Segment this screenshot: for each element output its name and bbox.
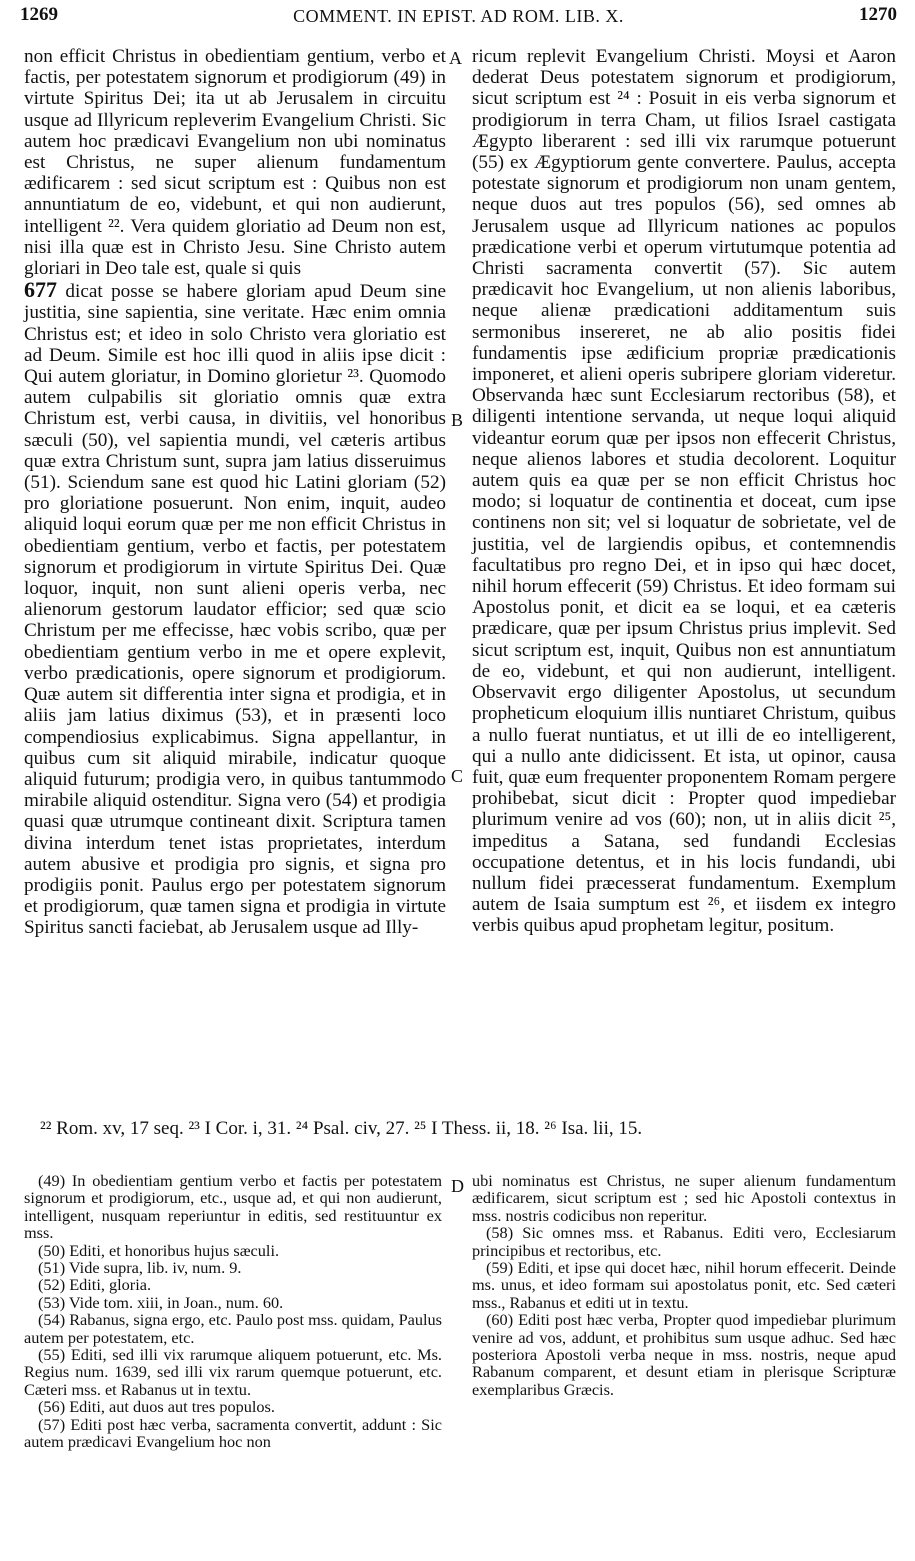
note-57-continued: ubi nominatus est Christus, ne super alienum fundamentum ædificarem, sicut scriptum est ; sed hic Apostoli contextus in mss. nostris codicibus non reperitur. [472, 1171, 896, 1225]
note-57: (57) Editi post hæc verba, sacramenta convertit, addunt : Sic autem prædicavi Evangelium hoc non [24, 1414, 442, 1452]
margin-letter-c: C [451, 766, 464, 786]
left-paragraph-1: non efficit Christus in obedientiam gentium, verbo et factis, per potestatem signorum et prodigiorum (49) in virtute Spiritus Dei; ita ut ab Jerusalem in circuitu usque ad Illyricum repleverim Evangelium Christi. Sic autem hoc prædicavi Evangelium non ubi nominatus est Christus, ne super alienum fundamentum ædificarem : sed sicut scriptum est : Quibus non est annuntiatum de eo, videbunt, et qui non audierunt, intelligent ²². Vera quidem gloriatio ad Deum non est, nisi illa quæ est in Christo Jesu. Sine Christo autem gloriari in Deo tale est, quale si quis [24, 46, 446, 280]
note-49: (49) In obedientiam gentium verbo et factis per potestatem signorum et prodigiorum, etc., usque ad, et qui non audierunt, intelligent, nusquam reperiuntur in editis, sed restituuntur ex mss. [24, 1171, 442, 1243]
left-paragraph-2 [24, 279, 446, 938]
scripture-references: ²² Rom. xv, 17 seq. ²³ I Cor. i, 31. ²⁴ Psal. civ, 27. ²⁵ I Thess. ii, 18. ²⁶ Isa. lii, 15. [40, 1118, 643, 1139]
column-number: 677 [24, 277, 57, 303]
note-60: (60) Editi post hæc verba, Propter quod impediebar plurimum venire ad vos, addunt, et prohibitus sum usque adhuc. Sed hæc posteriora Apostoli verba neque in mss. nostris, neque apud Rabanum comparent, et desunt etiam in plerisque Scripturæ exemplaribus Græcis. [472, 1310, 896, 1399]
left-page-number: 1269 [20, 4, 58, 25]
note-52: (52) Editi, gloria. [38, 1275, 152, 1295]
note-54: (54) Rabanus, signa ergo, etc. Paulo post mss. quidam, Paulus autem per potestatem, etc. [24, 1310, 442, 1347]
left-paragraph-2-text: dicat posse se habere gloriam apud Deum sine justitia, sine sapientia, sine veritate. Hæc enim omnia Christus est; et ideo in solo Christo vera gloriatio est ad Deum. Simile est hoc illi quod in aliis ipse dicit : Qui autem gloriatur, in Domino glorietur ²³. Quomodo autem culpabilis sit gloriatio omnis quæ extra Christum est, verbi causa, in divitiis, vel honoribus sæculi (50), vel sapientia mundi, vel cæteris artibus quæ extra Christum sunt, supra jam latius disseruimus (51). Sciendum sane est quod hic Latini gloriam (52) pro gloriatione posuerunt. Non enim, inquit, audeo aliquid loqui eorum quæ per me non efficit Christus in obedientiam gentium, verbo et factis, per potestatem signorum et prodigiorum in virtute Spiritus Dei. Quæ loquor, inquit, non sunt alieni operis verba, nec alienorum gestorum laudator efficior; sed quæ scio Christum per me effecisse, hæc vobis scribo, quæ per obedientiam gentium verbo in me et opere explevit, verbo prædicationis, opere signorum et prodigiorum. Quæ autem sit differentia inter signa et prodigia, et in aliis jam latius diximus (53), et in præsenti loco compendiosius explicabimus. Signa appellantur, in quibus cum sit aliquid mirabile, indicatur quoque aliquid futurum; prodigia vero, in quibus tantummodo mirabile aliquid ostenditur. Signa vero (54) et prodigia quasi quæ utrumque contineant dixit. Scriptura tamen divina interdum tenet istas proprietates, interdum autem abusive et prodigia pro signis, et signa pro prodigiis ponit. Paulus ergo per potestatem signorum et prodigiorum, quæ tamen signa et prodigia in virtute Spiritus sancti faciebat, ab Jerusalem usque ad Illy- [24, 281, 447, 939]
note-59: (59) Editi, et ipse qui docet hæc, nihil horum effecerit. Deinde ms. unus, et ideo formam sui apostolatus ponit, etc. Sed cæteri mss., Rabanus et editi ut in textu. [472, 1258, 896, 1312]
right-page-number: 1270 [859, 4, 897, 25]
right-paragraph: ricum replevit Evangelium Christi. Moysi et Aaron dederat Deus potestatem signorum et prodigiorum, sicut scriptum est ²⁴ : Posuit in eis verba signorum et prodigiorum in terra Cham, ut filios Israel castigata Ægypto liberarent : sed illi vix rarumque potuerunt (55) ex Ægyptiorum gente convertere. Paulus, accepta potestate signorum et prodigiorum non unam gentem, neque duos aut tres populos (56), sed omnes ab Jerusalem usque ad Illyricum nationes ac populos prædicatione verbi et operum virtutumque potentia ad Christi sacramenta convertit (57). Sic autem prædicavit hoc Evangelium, ut non alienis laboribus, neque alienæ prædicationi additamentum suis sermonibus insereret, ne ab alio positis fidei fundamentis ipse ædificium propriæ prædicationis imponeret, et alieni operis subripere gloriam videretur. Observanda hæc sunt Ecclesiarum rectoribus (58), et diligenti intentione servanda, ut neque loqui aliquid videantur eorum quæ per ipsos non effecerit Christus, neque alienos labores et studia decolorent. Loquitur autem quis ea quæ per se non efficit Christus hoc modo; si loquatur de continentia et doceat, cum ipse continens non sit; vel si loquatur de sobrietate, vel de justitia, vel de largiendis opibus, et contemnendis facultatibus pro regno Dei, et in ipso qui hæc docet, nihil horum effecerit (59) Christus. Et ideo formam sui Apostolus ponit, et dicit ea se loqui, et ea cæteris prædicare, quæ per ipsum Christus prius implevit. Sed sicut scriptum est, inquit, Quibus non est annuntiatum de eo, videbunt, et qui non audierunt, intelligent. Observavit ergo diligenter Apostolus, ut secundum propheticum eloquium illis nuntiaret Christum, quibus a nullo fuerat nuntiatus, et ut illi de eo intelligerent, qui a nullo ante didicissent. Et ista, ut opinor, causa fuit, quæ eum frequenter proponentem Romam pergere prohibebat, sicut dicit : Propter quod impediebar plurimum venire ad vos (60); non, ut in aliis dicit ²⁵, impeditus a Satana, sed fundandi Ecclesias occupatione detentus, et in his locis fundandi, ubi nullum fidei præcesserat fundamentum. Exemplum autem de Isaia sumptum est ²⁶, et iisdem ex integro verbis quibus apud prophetam legitur, positum. [472, 46, 896, 937]
running-title: COMMENT. IN EPIST. AD ROM. LIB. X. [293, 6, 624, 26]
note-53: (53) Vide tom. xiii, in Joan., num. 60. [38, 1292, 284, 1312]
margin-letter-a: A [449, 48, 462, 68]
left-text-column [24, 46, 446, 939]
margin-letter-b: B [451, 410, 464, 430]
note-51: (51) Vide supra, lib. iv, num. 9. [38, 1258, 242, 1278]
right-text-column [472, 46, 896, 937]
note-58: (58) Sic omnes mss. et Rabanus. Editi vero, Ecclesiarum principibus et rectoribus, etc. [472, 1223, 896, 1260]
note-56: (56) Editi, aut duos aut tres populos. [38, 1397, 275, 1417]
right-notes-column [472, 1172, 896, 1398]
margin-letter-d: D [451, 1176, 464, 1196]
left-notes-column [24, 1172, 442, 1451]
note-55: (55) Editi, sed illi vix rarumque aliquem potuerunt, etc. Ms. Regius num. 1639, sed illi vix rarum quemque potuerunt, etc. Cæteri mss. et Rabanus ut in textu. [24, 1345, 442, 1399]
running-header [20, 4, 897, 30]
note-50: (50) Editi, et honoribus hujus sæculi. [38, 1240, 280, 1260]
